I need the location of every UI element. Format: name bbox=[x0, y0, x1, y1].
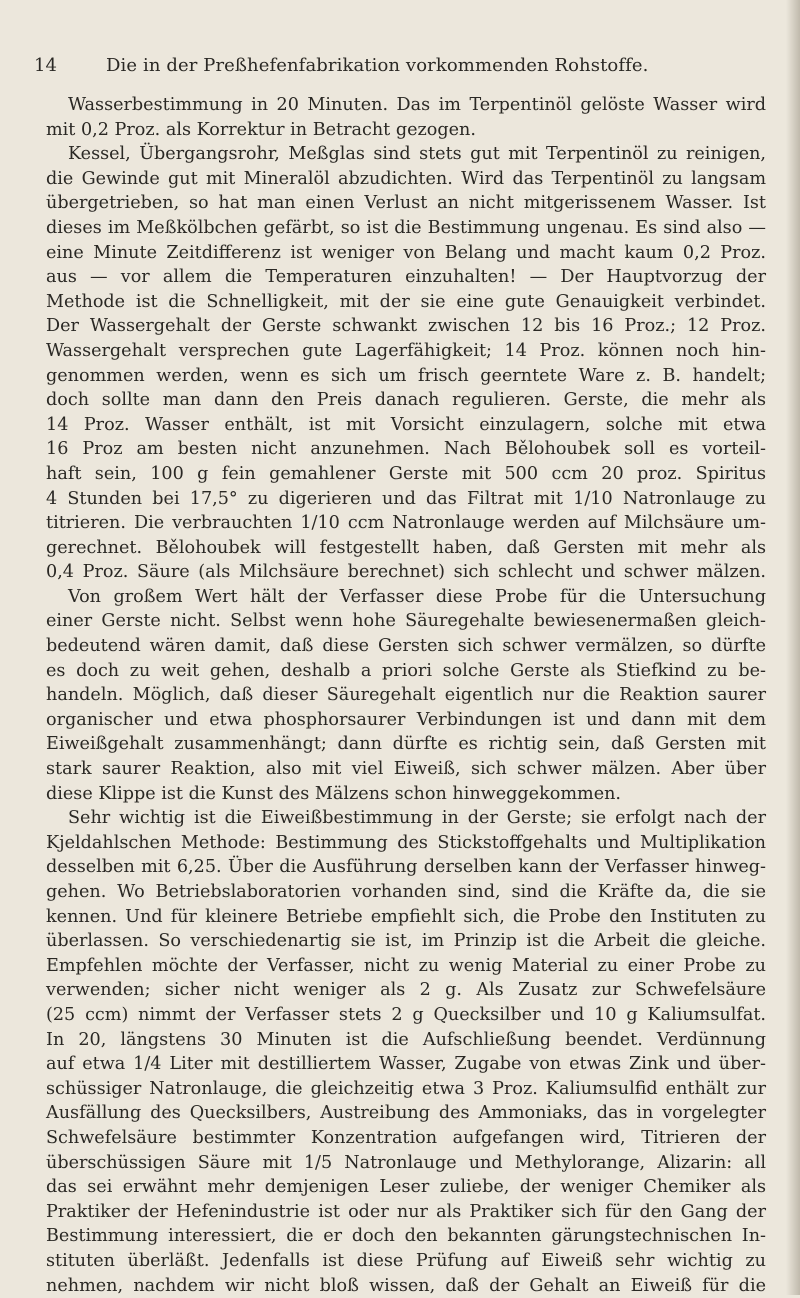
text-line: Praktiker der Hefenindustrie ist oder nur als Praktiker sich für den Gang der bbox=[46, 1200, 766, 1225]
text-line: bedeutend wären damit, daß diese Gersten sich schwer vermälzen, so dürfte bbox=[46, 634, 766, 659]
text-line: 14 Proz. Wasser enthält, ist mit Vorsicht einzulagern, solche mit etwa bbox=[46, 413, 766, 438]
text-line: gehen. Wo Betriebslaboratorien vorhanden sind, sind die Kräfte da, die sie bbox=[46, 880, 766, 905]
text-line: stark saurer Reaktion, also mit viel Eiweiß, sich schwer mälzen. Aber über bbox=[46, 757, 766, 782]
text-line: aus — vor allem die Temperaturen einzuhalten! — Der Hauptvorzug der bbox=[46, 265, 766, 290]
text-line: 4 Stunden bei 17,5° zu digerieren und das Filtrat mit 1/10 Natronlauge zu bbox=[46, 487, 766, 512]
text-line: überschüssigen Säure mit 1/5 Natronlauge und Methylorange, Alizarin: all bbox=[46, 1151, 766, 1176]
text-line: dieses im Meßkölbchen gefärbt, so ist die Bestimmung ungenau. Es sind also — bbox=[46, 216, 766, 241]
text-line: Methode ist die Schnelligkeit, mit der sie eine gute Genauigkeit verbindet. bbox=[46, 290, 766, 315]
text-line: nehmen, nachdem wir nicht bloß wissen, daß der Gehalt an Eiweiß für die bbox=[46, 1274, 766, 1298]
text-line: handeln. Möglich, daß dieser Säuregehalt eigentlich nur die Reaktion saurer bbox=[46, 683, 766, 708]
text-line: gerechnet. Bělohoubek will festgestellt haben, daß Gersten mit mehr als bbox=[46, 536, 766, 561]
text-line: In 20, längstens 30 Minuten ist die Aufschließung beendet. Verdünnung bbox=[46, 1028, 766, 1053]
running-title: Die in der Preßhefenfabrikation vorkommenden Rohstoffe. bbox=[106, 54, 648, 78]
text-line: stituten überläßt. Jedenfalls ist diese Prüfung auf Eiweiß sehr wichtig zu bbox=[46, 1249, 766, 1274]
text-line: desselben mit 6,25. Über die Ausführung derselben kann der Verfasser hinweg- bbox=[46, 855, 766, 880]
text-line: überlassen. So verschiedenartig sie ist, im Prinzip ist die Arbeit die gleiche. bbox=[46, 929, 766, 954]
text-line: doch sollte man dann den Preis danach regulieren. Gerste, die mehr als bbox=[46, 388, 766, 413]
text-line: das sei erwähnt mehr demjenigen Leser zuliebe, der weniger Chemiker als bbox=[46, 1175, 766, 1200]
text-line: es doch zu weit gehen, deshalb a priori solche Gerste als Stiefkind zu be- bbox=[46, 659, 766, 684]
text-line: 0,4 Proz. Säure (als Milchsäure berechnet) sich schlecht und schwer mälzen. bbox=[46, 560, 766, 585]
text-line: Kjeldahlschen Methode: Bestimmung des Stickstoffgehalts und Multiplikation bbox=[46, 831, 766, 856]
text-line: auf etwa 1/4 Liter mit destilliertem Wasser, Zugabe von etwas Zink und über- bbox=[46, 1052, 766, 1077]
text-line: verwenden; sicher nicht weniger als 2 g. Als Zusatz zur Schwefelsäure bbox=[46, 978, 766, 1003]
text-line: Empfehlen möchte der Verfasser, nicht zu wenig Material zu einer Probe zu bbox=[46, 954, 766, 979]
text-line: titrieren. Die verbrauchten 1/10 ccm Natronlauge werden auf Milchsäure um- bbox=[46, 511, 766, 536]
text-line: die Gewinde gut mit Mineralöl abzudichten. Wird das Terpentinöl zu langsam bbox=[46, 167, 766, 192]
text-line: übergetrieben, so hat man einen Verlust an nicht mitgerissenem Wasser. Ist bbox=[46, 191, 766, 216]
text-line: organischer und etwa phosphorsaurer Verbindungen ist und dann mit dem bbox=[46, 708, 766, 733]
text-line: mit 0,2 Proz. als Korrektur in Betracht gezogen. bbox=[46, 118, 766, 143]
text-line: Von großem Wert hält der Verfasser diese Probe für die Untersuchung bbox=[46, 585, 766, 610]
text-line: Der Wassergehalt der Gerste schwankt zwischen 12 bis 16 Proz.; 12 Proz. bbox=[46, 314, 766, 339]
text-line: Ausfällung des Quecksilbers, Austreibung des Ammoniaks, das in vorgelegter bbox=[46, 1101, 766, 1126]
text-line: Kessel, Übergangsrohr, Meßglas sind stets gut mit Terpentinöl zu reinigen, bbox=[46, 142, 766, 167]
text-line: genommen werden, wenn es sich um frisch geerntete Ware z. B. handelt; bbox=[46, 364, 766, 389]
page-edge-shadow bbox=[786, 0, 800, 1295]
text-line: kennen. Und für kleinere Betriebe empfiehlt sich, die Probe den Instituten zu bbox=[46, 905, 766, 930]
text-line: eine Minute Zeitdifferenz ist weniger von Belang und macht kaum 0,2 Proz. bbox=[46, 241, 766, 266]
text-line: (25 ccm) nimmt der Verfasser stets 2 g Quecksilber und 10 g Kaliumsulfat. bbox=[46, 1003, 766, 1028]
text-line: Eiweißgehalt zusammenhängt; dann dürfte es richtig sein, daß Gersten mit bbox=[46, 732, 766, 757]
text-line: Wasserbestimmung in 20 Minuten. Das im Terpentinöl gelöste Wasser wird bbox=[46, 93, 766, 118]
page-number: 14 bbox=[34, 54, 57, 78]
text-line: diese Klippe ist die Kunst des Mälzens schon hinweggekommen. bbox=[46, 782, 766, 807]
text-line: Bestimmung interessiert, die er doch den bekannten gärungstechnischen In- bbox=[46, 1224, 766, 1249]
text-line: 16 Proz am besten nicht anzunehmen. Nach Bělohoubek soll es vorteil- bbox=[46, 437, 766, 462]
body-text bbox=[46, 93, 766, 1298]
text-line: haft sein, 100 g fein gemahlener Gerste mit 500 ccm 20 proz. Spiritus bbox=[46, 462, 766, 487]
text-line: Wassergehalt versprechen gute Lagerfähigkeit; 14 Proz. können noch hin- bbox=[46, 339, 766, 364]
text-line: einer Gerste nicht. Selbst wenn hohe Säuregehalte bewiesenermaßen gleich- bbox=[46, 609, 766, 634]
text-line: schüssiger Natronlauge, die gleichzeitig etwa 3 Proz. Kaliumsulfid enthält zur bbox=[46, 1077, 766, 1102]
text-line: Schwefelsäure bestimmter Konzentration aufgefangen wird, Titrieren der bbox=[46, 1126, 766, 1151]
text-line: Sehr wichtig ist die Eiweißbestimmung in der Gerste; sie erfolgt nach der bbox=[46, 806, 766, 831]
